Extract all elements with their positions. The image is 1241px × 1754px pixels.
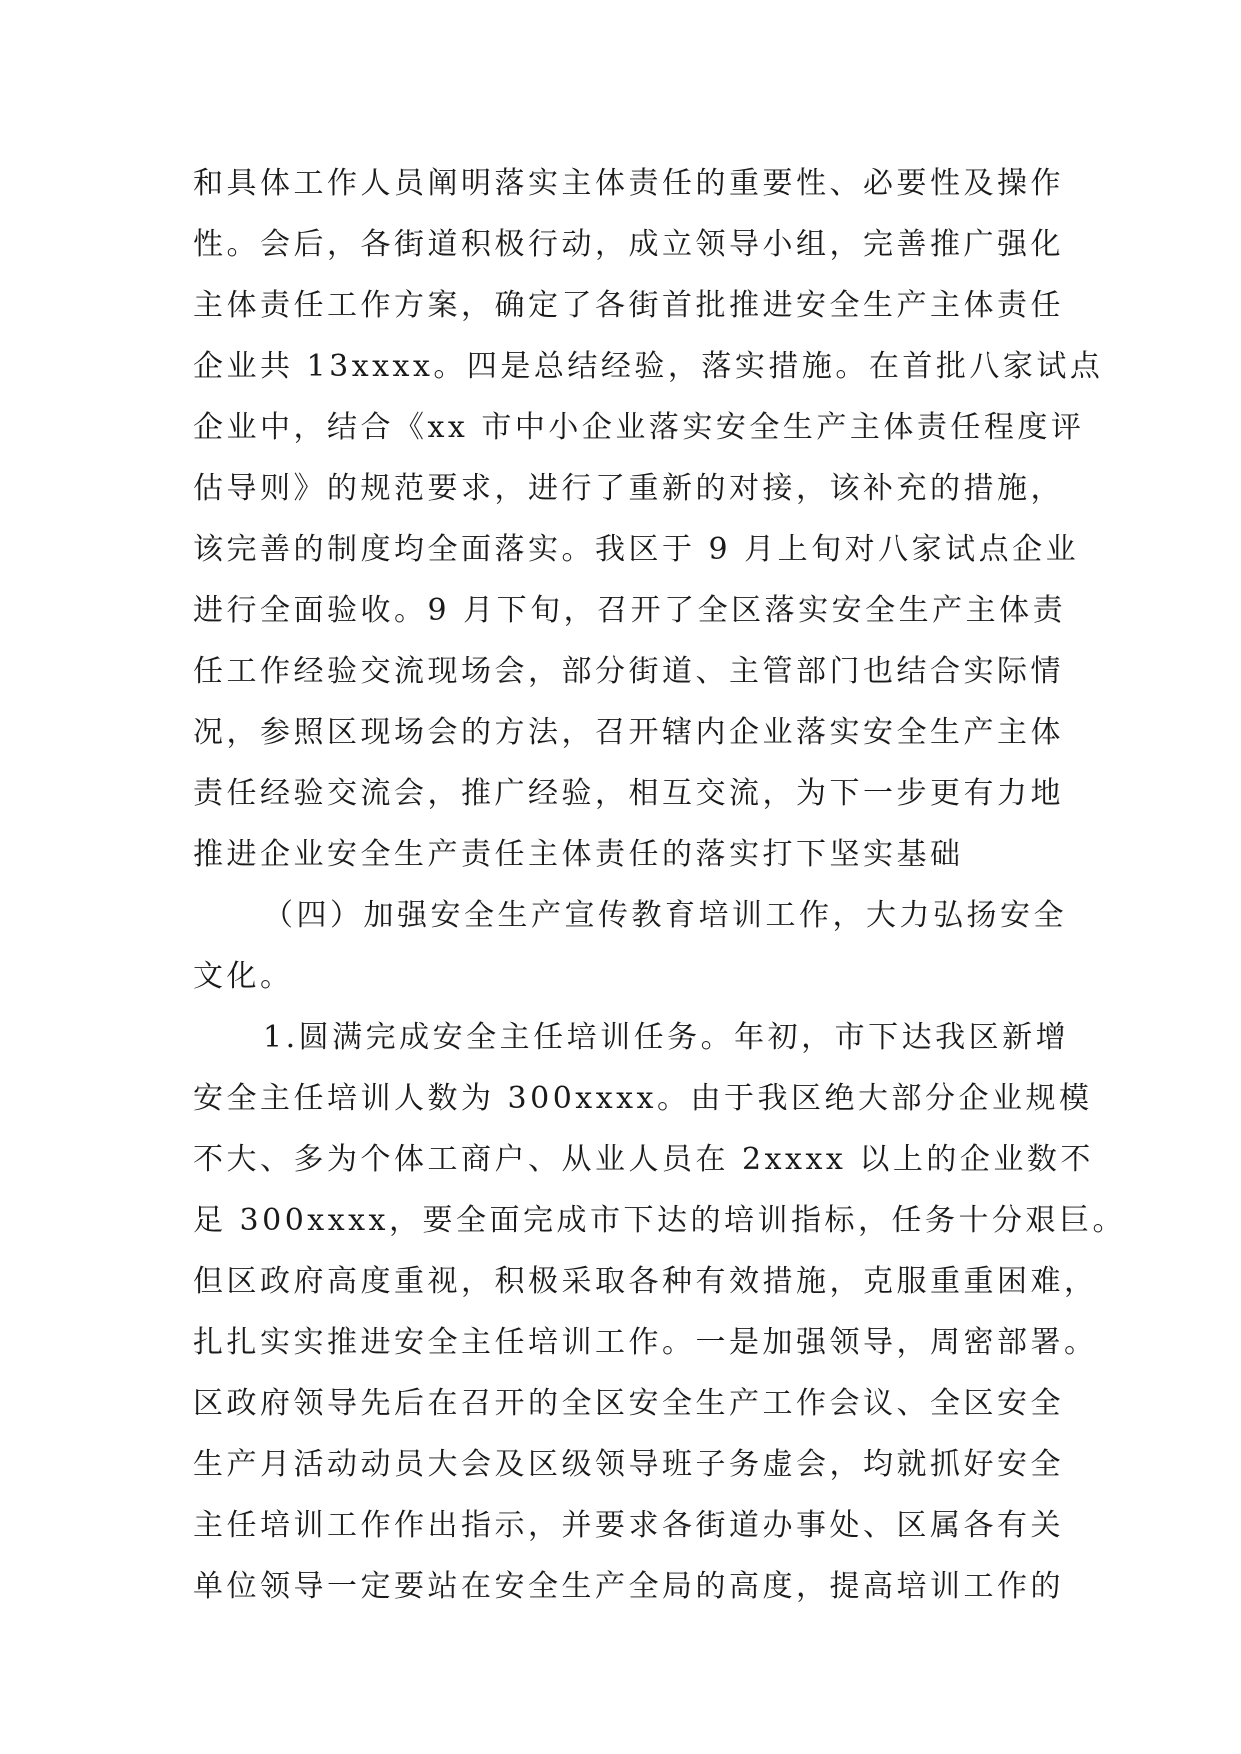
text-line: 区政府领导先后在召开的全区安全生产工作会议、全区安全 [193, 1386, 1064, 1421]
text-line: 企业共 13xxxx。四是总结经验，落实措施。在首批八家试点 [193, 349, 1104, 384]
text-line: 推进企业安全生产责任主体责任的落实打下坚实基础 [193, 837, 964, 872]
text-line: 生产月活动动员大会及区级领导班子务虚会，均就抓好安全 [193, 1447, 1064, 1482]
text-line: 该完善的制度均全面落实。我区于 9 月上旬对八家试点企业 [193, 532, 1080, 567]
document-body [193, 153, 1126, 1617]
text-line: 主体责任工作方案，确定了各街首批推进安全生产主体责任 [193, 288, 1064, 323]
text-line: 估导则》的规范要求，进行了重新的对接，该补充的措施， [193, 471, 1064, 506]
section-heading-line: 文化。 [193, 959, 294, 994]
text-line: 况，参照区现场会的方法，召开辖内企业落实安全生产主体 [193, 715, 1064, 750]
text-line: 不大、多为个体工商户、从业人员在 2xxxx 以上的企业数不 [193, 1142, 1094, 1177]
text-line: 足 300xxxx，要全面完成市下达的培训指标，任务十分艰巨。 [193, 1203, 1126, 1238]
text-line: 扎扎实实推进安全主任培训工作。一是加强领导，周密部署。 [193, 1325, 1098, 1360]
text-line: 安全主任培训人数为 300xxxx。由于我区绝大部分企业规模 [193, 1081, 1093, 1116]
text-line: 但区政府高度重视，积极采取各种有效措施，克服重重困难， [193, 1264, 1098, 1299]
text-line: 1.圆满完成安全主任培训任务。年初，市下达我区新增 [263, 1020, 1070, 1055]
text-line: 单位领导一定要站在安全生产全局的高度，提高培训工作的 [193, 1569, 1064, 1604]
text-line: 任工作经验交流现场会，部分街道、主管部门也结合实际情 [193, 654, 1064, 689]
section-heading-line: （四）加强安全生产宣传教育培训工作，大力弘扬安全 [263, 898, 1067, 933]
text-line: 企业中，结合《xx 市中小企业落实安全生产主体责任程度评 [193, 410, 1085, 445]
text-line: 进行全面验收。9 月下旬，召开了全区落实安全生产主体责 [193, 593, 1067, 628]
text-line: 主任培训工作作出指示，并要求各街道办事处、区属各有关 [193, 1508, 1064, 1543]
text-line: 责任经验交流会，推广经验，相互交流，为下一步更有力地 [193, 776, 1064, 811]
text-line: 和具体工作人员阐明落实主体责任的重要性、必要性及操作 [193, 166, 1064, 201]
text-line: 性。会后，各街道积极行动，成立领导小组，完善推广强化 [193, 227, 1064, 262]
